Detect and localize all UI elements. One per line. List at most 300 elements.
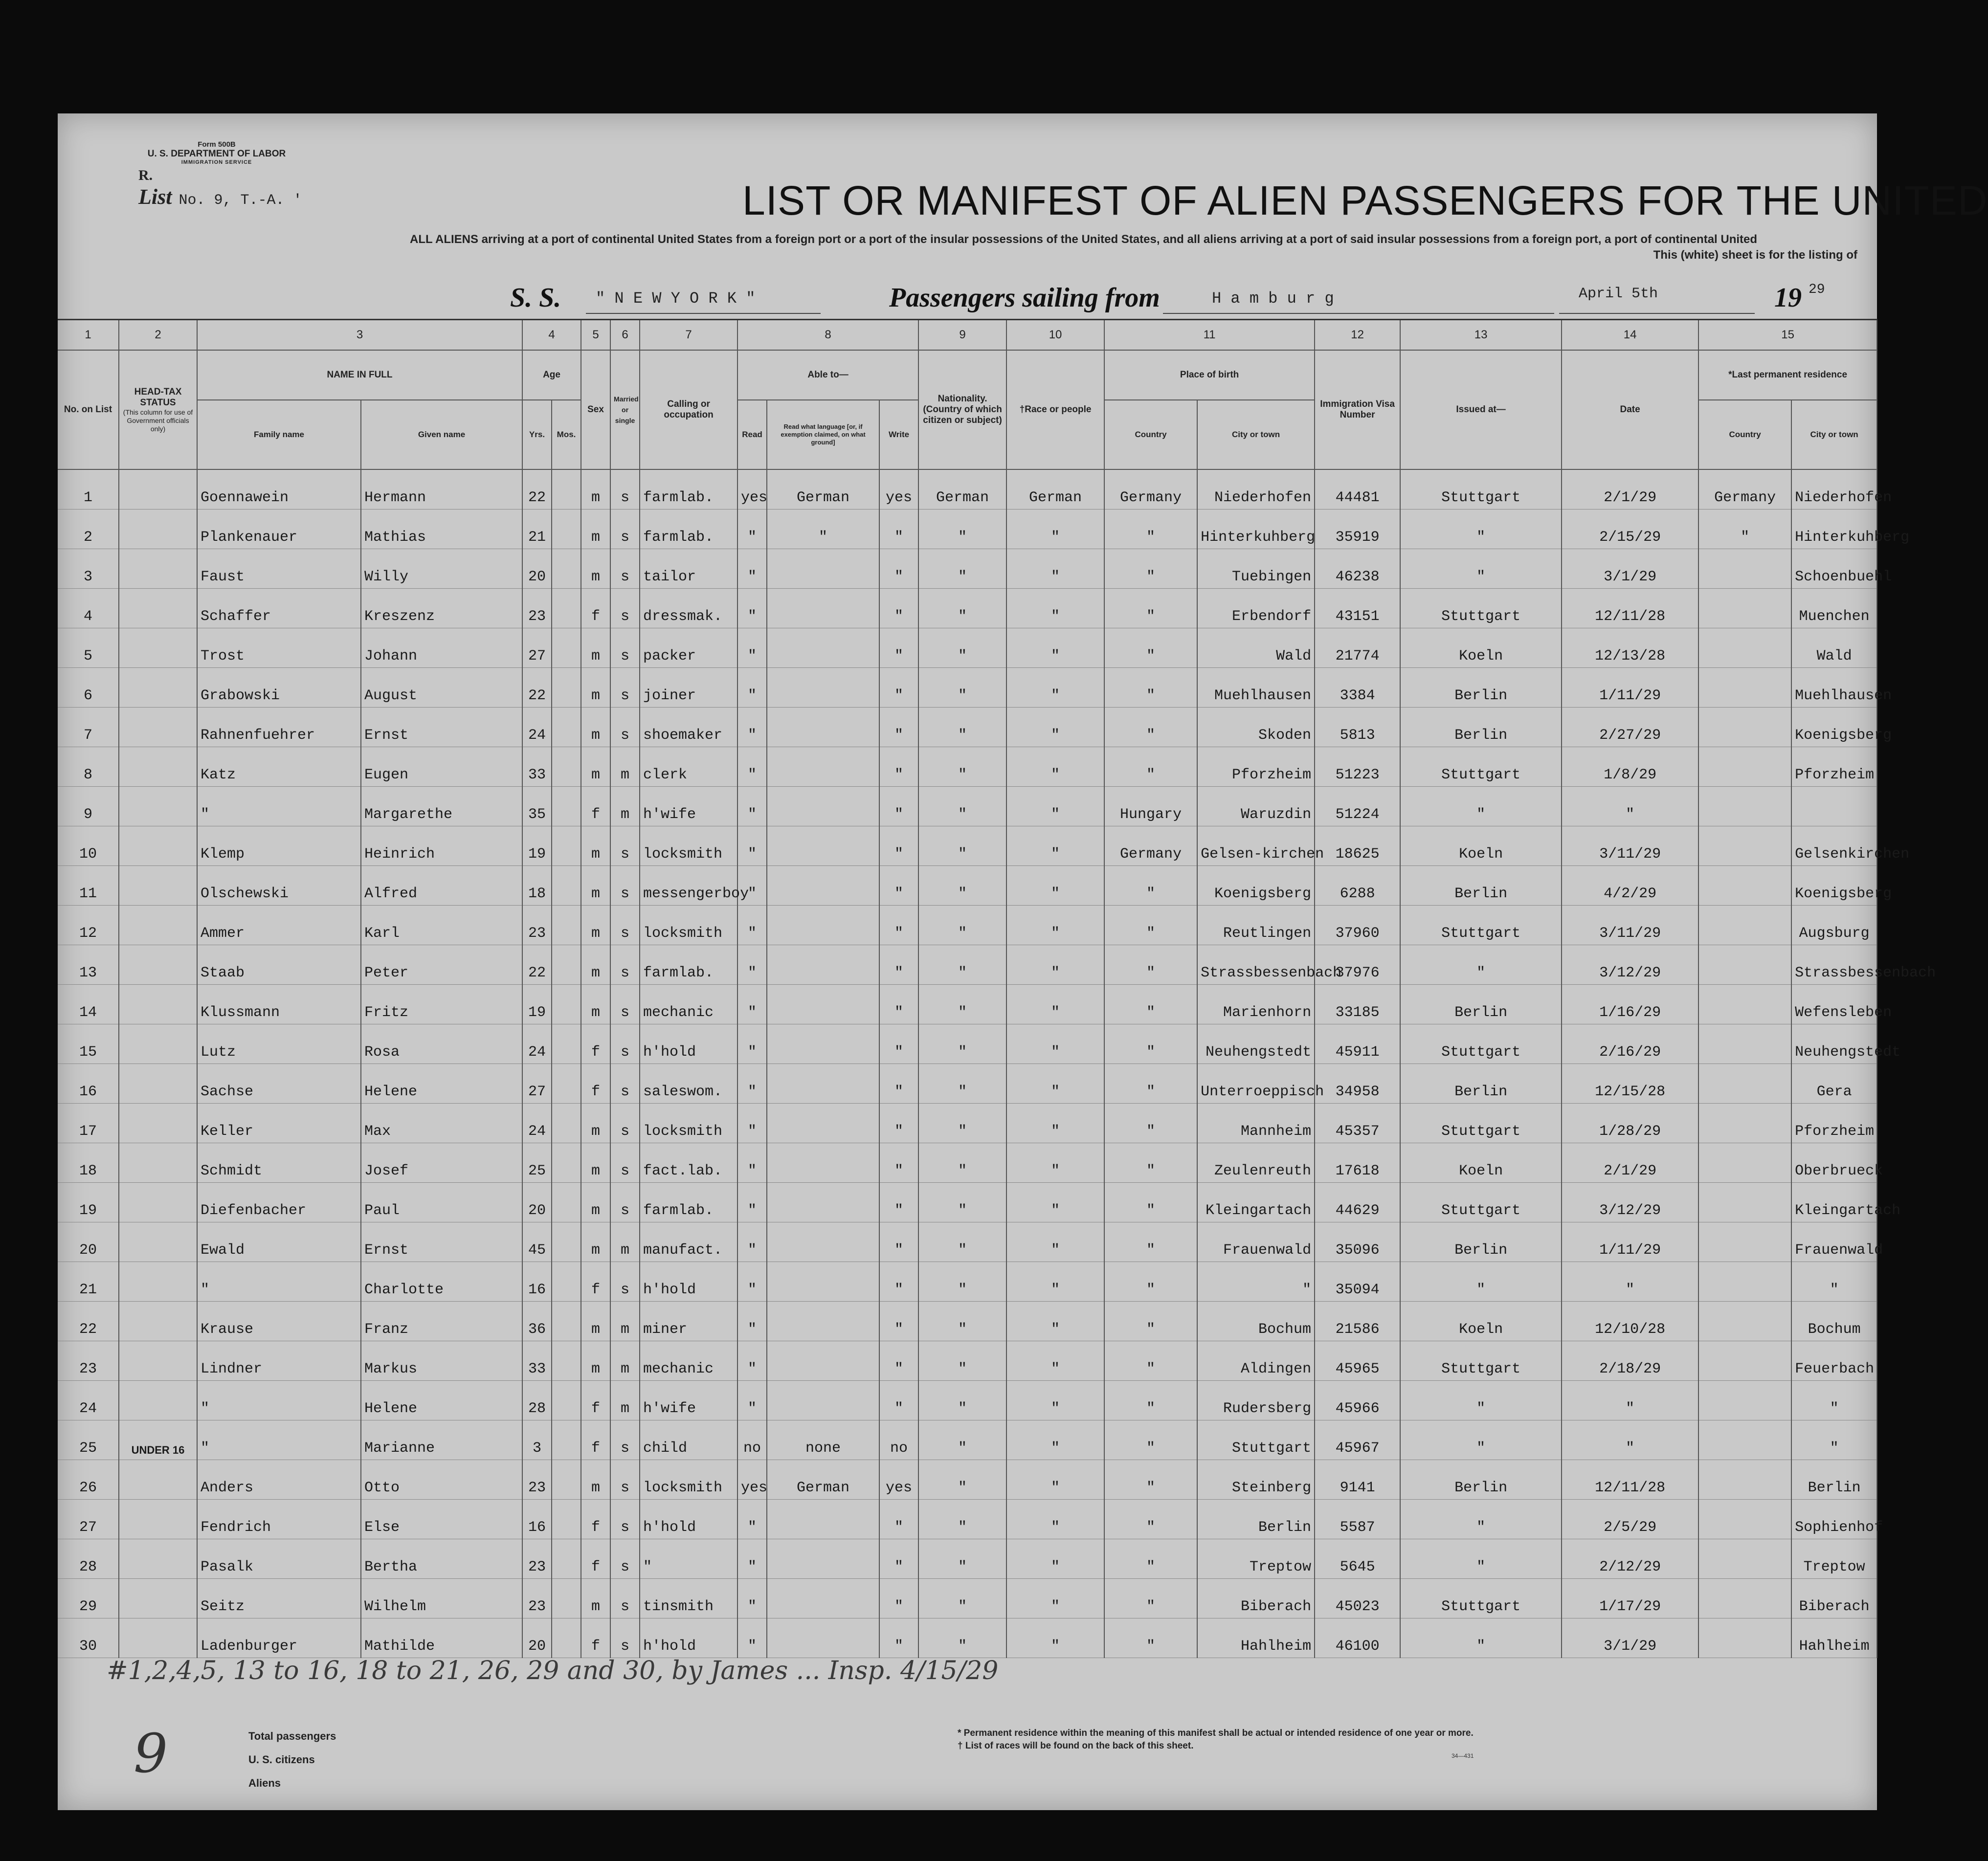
- cell-rcountry: [1698, 826, 1791, 866]
- cell-nat: ": [918, 906, 1006, 945]
- table-row: [58, 1024, 1877, 1064]
- cell-nat: ": [918, 589, 1006, 628]
- cell-nat: ": [918, 1381, 1006, 1420]
- cell-date: 1/16/29: [1562, 985, 1698, 1024]
- cell-issued: Koeln: [1400, 826, 1562, 866]
- department: U. S. DEPARTMENT OF LABOR: [147, 149, 286, 159]
- cell-bcity: Bochum: [1197, 1302, 1315, 1341]
- cell-read: ": [737, 1302, 767, 1341]
- cell-tax: [119, 747, 197, 787]
- cell-sex: m: [581, 668, 610, 708]
- cell-given: Else: [361, 1500, 522, 1539]
- cell-lang: [767, 1618, 879, 1658]
- cell-issued: ": [1400, 1262, 1562, 1302]
- cell-write: ": [879, 826, 918, 866]
- cell-visa: 5813: [1315, 708, 1400, 747]
- cell-tax: UNDER 16: [119, 1420, 197, 1460]
- cell-write: no: [879, 1420, 918, 1460]
- cell-read: ": [737, 549, 767, 589]
- cell-no: 8: [58, 747, 119, 787]
- cell-rcity: Strassbessenbach: [1791, 945, 1877, 985]
- cell-rcity: Gera: [1791, 1064, 1877, 1104]
- cell-nat: ": [918, 1539, 1006, 1579]
- cell-family: Ladenburger: [197, 1618, 361, 1658]
- cell-rcity: Sophienhof: [1791, 1500, 1877, 1539]
- col-num: 2: [119, 320, 197, 351]
- cell-bcity: Berlin: [1197, 1500, 1315, 1539]
- cell-date: 1/28/29: [1562, 1104, 1698, 1143]
- cell-date: 2/27/29: [1562, 708, 1698, 747]
- cell-sex: f: [581, 1262, 610, 1302]
- cell-occ: saleswom.: [640, 1064, 737, 1104]
- table-row: [58, 589, 1877, 628]
- cell-rcity: Wald: [1791, 628, 1877, 668]
- cell-rcity: Feuerbach: [1791, 1341, 1877, 1381]
- cell-rcountry: [1698, 747, 1791, 787]
- ship-underline: [586, 313, 821, 314]
- cell-date: 3/1/29: [1562, 549, 1698, 589]
- cell-read: ": [737, 589, 767, 628]
- list-number: [138, 167, 302, 209]
- cell-sex: m: [581, 708, 610, 747]
- cell-race: ": [1006, 906, 1104, 945]
- cell-read: ": [737, 1500, 767, 1539]
- cell-rcity: ": [1791, 1262, 1877, 1302]
- cell-no: 15: [58, 1024, 119, 1064]
- col-num: 8: [737, 320, 918, 351]
- cell-nat: ": [918, 1618, 1006, 1658]
- cell-sex: m: [581, 628, 610, 668]
- cell-rcity: Hinterkuhberg: [1791, 510, 1877, 549]
- subtitle: [410, 232, 1857, 263]
- cell-bcountry: ": [1104, 628, 1197, 668]
- cell-nat: ": [918, 1143, 1006, 1183]
- manifest-sheet: [58, 113, 1988, 1810]
- cell-read: ": [737, 747, 767, 787]
- cell-mos: [552, 1064, 581, 1104]
- cell-mos: [552, 668, 581, 708]
- cell-race: ": [1006, 1183, 1104, 1222]
- cell-family: Trost: [197, 628, 361, 668]
- cell-read: yes: [737, 1460, 767, 1500]
- cell-sex: m: [581, 1341, 610, 1381]
- cell-rcity: Koenigsberg: [1791, 866, 1877, 906]
- cell-date: 1/8/29: [1562, 747, 1698, 787]
- cell-visa: 46100: [1315, 1618, 1400, 1658]
- cell-date: 2/18/29: [1562, 1341, 1698, 1381]
- cell-nat: ": [918, 1302, 1006, 1341]
- cell-given: Peter: [361, 945, 522, 985]
- cell-rcountry: ": [1698, 510, 1791, 549]
- cell-given: Eugen: [361, 747, 522, 787]
- page-mark: 9: [134, 1722, 168, 1785]
- head-tax-title: HEAD-TAX STATUS: [134, 386, 182, 408]
- cell-rcountry: [1698, 787, 1791, 826]
- cell-sex: m: [581, 1460, 610, 1500]
- cell-issued: Berlin: [1400, 1222, 1562, 1262]
- cell-race: ": [1006, 1024, 1104, 1064]
- cell-write: ": [879, 668, 918, 708]
- cell-visa: 44629: [1315, 1183, 1400, 1222]
- cell-visa: 18625: [1315, 826, 1400, 866]
- cell-occ: farmlab.: [640, 945, 737, 985]
- cell-nat: ": [918, 1341, 1006, 1381]
- cell-bcity: Biberach: [1197, 1579, 1315, 1618]
- handwritten-inspection-note: #1,2,4,5, 13 to 16, 18 to 21, 26, 29 and 30, by James ... Insp. 4/15/29: [107, 1656, 999, 1685]
- cell-given: Margarethe: [361, 787, 522, 826]
- table-row: [58, 510, 1877, 549]
- cell-write: ": [879, 985, 918, 1024]
- cell-ms: m: [610, 1302, 640, 1341]
- cell-issued: Koeln: [1400, 1143, 1562, 1183]
- cell-mos: [552, 1302, 581, 1341]
- cell-read: ": [737, 826, 767, 866]
- cell-sex: m: [581, 1183, 610, 1222]
- cell-race: ": [1006, 1064, 1104, 1104]
- cell-tax: [119, 866, 197, 906]
- cell-mos: [552, 469, 581, 510]
- cell-visa: 21586: [1315, 1302, 1400, 1341]
- cell-visa: 5587: [1315, 1500, 1400, 1539]
- res-city-header: City or town: [1791, 400, 1877, 469]
- cell-family: Diefenbacher: [197, 1183, 361, 1222]
- cell-yrs: 45: [522, 1222, 552, 1262]
- cell-given: Fritz: [361, 985, 522, 1024]
- cell-tax: [119, 1024, 197, 1064]
- col-num: 13: [1400, 320, 1562, 351]
- cell-family: ": [197, 1381, 361, 1420]
- cell-bcountry: ": [1104, 1262, 1197, 1302]
- cell-lang: [767, 589, 879, 628]
- cell-race: ": [1006, 1618, 1104, 1658]
- cell-tax: [119, 628, 197, 668]
- cell-tax: [119, 589, 197, 628]
- cell-family: Faust: [197, 549, 361, 589]
- cell-mos: [552, 985, 581, 1024]
- cell-bcity: Aldingen: [1197, 1341, 1315, 1381]
- cell-visa: 35919: [1315, 510, 1400, 549]
- cell-bcity: Hinterkuhberg: [1197, 510, 1315, 549]
- date-underline: [1559, 313, 1755, 314]
- cell-date: 12/13/28: [1562, 628, 1698, 668]
- cell-bcountry: ": [1104, 945, 1197, 985]
- cell-given: Wilhelm: [361, 1579, 522, 1618]
- total-passengers-label: Total passengers: [248, 1730, 336, 1742]
- cell-visa: 43151: [1315, 589, 1400, 628]
- cell-given: Markus: [361, 1341, 522, 1381]
- cell-issued: ": [1400, 787, 1562, 826]
- cell-yrs: 22: [522, 469, 552, 510]
- cell-issued: ": [1400, 1381, 1562, 1420]
- ss-label: S. S.: [510, 283, 561, 313]
- cell-given: Karl: [361, 906, 522, 945]
- cell-issued: Koeln: [1400, 628, 1562, 668]
- cell-sex: m: [581, 510, 610, 549]
- form-header: [138, 140, 295, 165]
- cell-mos: [552, 1262, 581, 1302]
- cell-no: 17: [58, 1104, 119, 1143]
- cell-yrs: 27: [522, 1064, 552, 1104]
- cell-date: 3/11/29: [1562, 826, 1698, 866]
- able-to-header: Able to—: [737, 350, 918, 400]
- cell-bcity: Pforzheim: [1197, 747, 1315, 787]
- cell-sex: f: [581, 1539, 610, 1579]
- cell-ms: m: [610, 1222, 640, 1262]
- read-language-header: Read what language [or, if exemption claimed, on what ground]: [767, 400, 879, 469]
- cell-visa: 6288: [1315, 866, 1400, 906]
- cell-lang: [767, 945, 879, 985]
- cell-no: 1: [58, 469, 119, 510]
- table-row: [58, 549, 1877, 589]
- cell-family: Schaffer: [197, 589, 361, 628]
- cell-lang: [767, 1579, 879, 1618]
- cell-rcity: Berlin: [1791, 1460, 1877, 1500]
- cell-read: ": [737, 1222, 767, 1262]
- col-num: 4: [522, 320, 581, 351]
- cell-tax: [119, 1500, 197, 1539]
- year-suffix: 29: [1809, 282, 1825, 297]
- cell-lang: [767, 1539, 879, 1579]
- cell-rcity: Bochum: [1791, 1302, 1877, 1341]
- cell-visa: 51224: [1315, 787, 1400, 826]
- cell-rcountry: [1698, 668, 1791, 708]
- cell-lang: [767, 1064, 879, 1104]
- cell-issued: ": [1400, 1539, 1562, 1579]
- cell-occ: h'hold: [640, 1024, 737, 1064]
- cell-given: Hermann: [361, 469, 522, 510]
- cell-sex: f: [581, 589, 610, 628]
- cell-bcity: Steinberg: [1197, 1460, 1315, 1500]
- cell-sex: f: [581, 1500, 610, 1539]
- cell-tax: [119, 668, 197, 708]
- table-row: [58, 1064, 1877, 1104]
- cell-nat: ": [918, 708, 1006, 747]
- cell-yrs: 20: [522, 1618, 552, 1658]
- cell-nat: ": [918, 1024, 1006, 1064]
- ship-name: " N E W Y O R K ": [596, 289, 756, 308]
- cell-race: ": [1006, 1222, 1104, 1262]
- cell-rcountry: [1698, 866, 1791, 906]
- cell-rcountry: [1698, 1143, 1791, 1183]
- cell-tax: [119, 510, 197, 549]
- cell-date: ": [1562, 1262, 1698, 1302]
- cell-lang: [767, 1500, 879, 1539]
- cell-write: ": [879, 1104, 918, 1143]
- cell-no: 6: [58, 668, 119, 708]
- cell-sex: f: [581, 1618, 610, 1658]
- us-citizens-label: U. S. citizens: [248, 1753, 315, 1766]
- cell-rcountry: [1698, 1341, 1791, 1381]
- cell-bcity: Waruzdin: [1197, 787, 1315, 826]
- cell-rcountry: [1698, 1064, 1791, 1104]
- cell-read: no: [737, 1420, 767, 1460]
- r-mark: R.: [138, 167, 153, 183]
- cell-write: ": [879, 906, 918, 945]
- cell-date: 2/5/29: [1562, 1500, 1698, 1539]
- cell-bcity: Neuhengstedt: [1197, 1024, 1315, 1064]
- cell-visa: 17618: [1315, 1143, 1400, 1183]
- cell-bcountry: ": [1104, 708, 1197, 747]
- subtitle-line-1: ALL ALIENS arriving at a port of continental United States from a foreign port or a port of the insular possessions of the United States, and all aliens arriving at a port of said insular possessions from a foreign port, a port of continental United: [410, 233, 1758, 246]
- cell-occ: h'hold: [640, 1262, 737, 1302]
- cell-sex: m: [581, 866, 610, 906]
- cell-race: ": [1006, 1262, 1104, 1302]
- cell-rcountry: [1698, 1420, 1791, 1460]
- cell-ms: s: [610, 469, 640, 510]
- port-underline: [1163, 313, 1554, 314]
- cell-no: 10: [58, 826, 119, 866]
- cell-given: Helene: [361, 1064, 522, 1104]
- cell-no: 29: [58, 1579, 119, 1618]
- cell-write: ": [879, 628, 918, 668]
- cell-visa: 33185: [1315, 985, 1400, 1024]
- cell-tax: [119, 826, 197, 866]
- cell-bcountry: ": [1104, 1302, 1197, 1341]
- cell-ms: s: [610, 1262, 640, 1302]
- cell-rcity: [1791, 787, 1877, 826]
- cell-race: ": [1006, 826, 1104, 866]
- cell-rcountry: [1698, 1104, 1791, 1143]
- cell-rcity: Biberach: [1791, 1579, 1877, 1618]
- cell-write: ": [879, 1302, 918, 1341]
- table-row: [58, 1618, 1877, 1658]
- cell-yrs: 24: [522, 708, 552, 747]
- cell-date: 2/16/29: [1562, 1024, 1698, 1064]
- cell-race: ": [1006, 1579, 1104, 1618]
- cell-occ: h'wife: [640, 1381, 737, 1420]
- cell-sex: m: [581, 826, 610, 866]
- cell-date: ": [1562, 787, 1698, 826]
- col-num: 7: [640, 320, 737, 351]
- cell-nat: ": [918, 1500, 1006, 1539]
- cell-bcity: Reutlingen: [1197, 906, 1315, 945]
- cell-race: ": [1006, 1302, 1104, 1341]
- cell-nat: ": [918, 1420, 1006, 1460]
- cell-no: 16: [58, 1064, 119, 1104]
- cell-date: 2/1/29: [1562, 469, 1698, 510]
- cell-mos: [552, 1500, 581, 1539]
- col-num: 11: [1104, 320, 1315, 351]
- cell-sex: m: [581, 1579, 610, 1618]
- family-name-header: Family name: [197, 400, 361, 469]
- cell-mos: [552, 1460, 581, 1500]
- cell-tax: [119, 1618, 197, 1658]
- cell-ms: s: [610, 1539, 640, 1579]
- cell-given: Marianne: [361, 1420, 522, 1460]
- cell-nat: ": [918, 1579, 1006, 1618]
- cell-yrs: 23: [522, 589, 552, 628]
- cell-tax: [119, 469, 197, 510]
- cell-visa: 34958: [1315, 1064, 1400, 1104]
- cell-no: 2: [58, 510, 119, 549]
- cell-read: ": [737, 1183, 767, 1222]
- cell-write: ": [879, 708, 918, 747]
- cell-date: 1/11/29: [1562, 1222, 1698, 1262]
- cell-occ: h'wife: [640, 787, 737, 826]
- cell-tax: [119, 1064, 197, 1104]
- cell-occ: dressmak.: [640, 589, 737, 628]
- cell-lang: [767, 549, 879, 589]
- cell-bcity: Kleingartach: [1197, 1183, 1315, 1222]
- cell-no: 21: [58, 1262, 119, 1302]
- cell-occ: tailor: [640, 549, 737, 589]
- cell-sex: f: [581, 1381, 610, 1420]
- cell-bcountry: ": [1104, 510, 1197, 549]
- list-value: No. 9, T.-A. ': [179, 192, 302, 209]
- cell-write: yes: [879, 469, 918, 510]
- cell-given: Helene: [361, 1381, 522, 1420]
- form-number: Form 500B: [198, 140, 236, 149]
- cell-issued: ": [1400, 1420, 1562, 1460]
- cell-ms: s: [610, 1143, 640, 1183]
- cell-family: Plankenauer: [197, 510, 361, 549]
- cell-given: Rosa: [361, 1024, 522, 1064]
- cell-rcity: Kleingartach: [1791, 1183, 1877, 1222]
- table-row: [58, 945, 1877, 985]
- cell-lang: [767, 1183, 879, 1222]
- table-row: [58, 1420, 1877, 1460]
- cell-sex: m: [581, 985, 610, 1024]
- cell-occ: tinsmith: [640, 1579, 737, 1618]
- passenger-rows: [58, 469, 1936, 1658]
- list-label: List: [138, 185, 172, 209]
- cell-race: ": [1006, 1104, 1104, 1143]
- cell-no: 14: [58, 985, 119, 1024]
- cell-no: 12: [58, 906, 119, 945]
- cell-issued: Berlin: [1400, 708, 1562, 747]
- cell-tax: [119, 985, 197, 1024]
- cell-tax: [119, 1539, 197, 1579]
- cell-mos: [552, 747, 581, 787]
- cell-bcity: Marienhorn: [1197, 985, 1315, 1024]
- cell-visa: 45357: [1315, 1104, 1400, 1143]
- cell-occ: shoemaker: [640, 708, 737, 747]
- cell-occ: joiner: [640, 668, 737, 708]
- cell-bcity: Muehlhausen: [1197, 668, 1315, 708]
- cell-rcountry: [1698, 708, 1791, 747]
- cell-sex: m: [581, 747, 610, 787]
- table-row: [58, 1341, 1877, 1381]
- cell-race: ": [1006, 1143, 1104, 1183]
- cell-nat: ": [918, 510, 1006, 549]
- cell-write: yes: [879, 1460, 918, 1500]
- table-row: [58, 1539, 1877, 1579]
- cell-family: ": [197, 1262, 361, 1302]
- cell-occ: farmlab.: [640, 469, 737, 510]
- cell-ms: m: [610, 1341, 640, 1381]
- cell-family: ": [197, 787, 361, 826]
- cell-given: Josef: [361, 1143, 522, 1183]
- cell-rcountry: [1698, 1460, 1791, 1500]
- table-row: [58, 628, 1877, 668]
- cell-lang: [767, 1104, 879, 1143]
- cell-given: Mathias: [361, 510, 522, 549]
- cell-nat: ": [918, 1104, 1006, 1143]
- cell-issued: Stuttgart: [1400, 1341, 1562, 1381]
- cell-visa: 51223: [1315, 747, 1400, 787]
- cell-no: 28: [58, 1539, 119, 1579]
- cell-yrs: 19: [522, 985, 552, 1024]
- cell-mos: [552, 589, 581, 628]
- cell-visa: 45966: [1315, 1381, 1400, 1420]
- col-num: 6: [610, 320, 640, 351]
- cell-bcountry: ": [1104, 1381, 1197, 1420]
- visa-header: Immigration Visa Number: [1315, 350, 1400, 469]
- cell-rcountry: [1698, 1024, 1791, 1064]
- cell-tax: [119, 1460, 197, 1500]
- table-row: [58, 1579, 1877, 1618]
- cell-write: ": [879, 1064, 918, 1104]
